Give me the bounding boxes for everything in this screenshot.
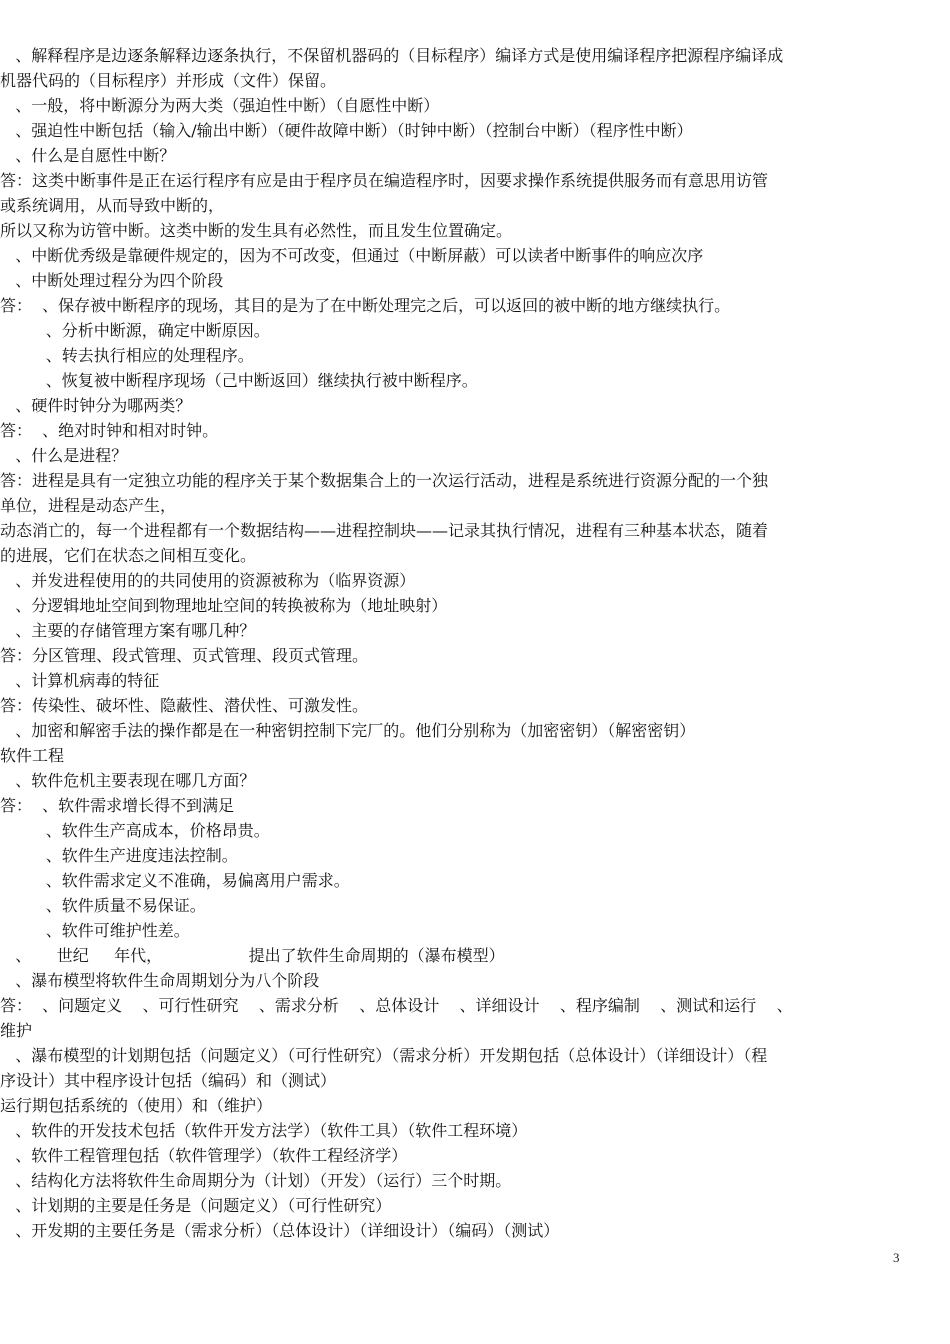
- text-line: 、解释程序是边逐条解释边逐条执行，不保留机器码的（目标程序）编译方式是使用编译程序把源程序编译成: [0, 46, 784, 65]
- text-line: 、主要的存储管理方案有哪几种？: [0, 621, 256, 640]
- text-line: 、软件生产高成本，价格昂贵。: [0, 821, 270, 840]
- text-line: 、分析中断源，确定中断原因。: [0, 321, 270, 340]
- text-line: 、 世纪 年代， 提出了软件生命周期的（瀑布模型）: [0, 946, 505, 965]
- text-line: 答：传染性、破坏性、隐蔽性、潜伏性、可激发性。: [0, 696, 369, 715]
- text-line: 序设计）其中程序设计包括（编码）和（测试）: [0, 1071, 337, 1090]
- text-line: 、软件质量不易保证。: [0, 896, 206, 915]
- text-line: 答： 、软件需求增长得不到满足: [0, 796, 235, 815]
- text-line: 、一般，将中断源分为两大类（强迫性中断）（自愿性中断）: [0, 96, 440, 115]
- text-line: 机器代码的（目标程序）并形成（文件）保留。: [0, 71, 337, 90]
- text-line: 动态消亡的，每一个进程都有一个数据结构——进程控制块——记录其执行情况，进程有三种基本状态，随着: [0, 521, 769, 540]
- text-line: 、分逻辑地址空间到物理地址空间的转换被称为（地址映射）: [0, 596, 448, 615]
- text-line: 答： 、保存被中断程序的现场，其目的是为了在中断处理完之后，可以返回的被中断的地方继续执行。: [0, 296, 731, 315]
- text-line: 运行期包括系统的（使用）和（维护）: [0, 1096, 273, 1115]
- text-line: 、强迫性中断包括（输入/输出中断）（硬件故障中断）（时钟中断）（控制台中断）（程序性中断）: [0, 121, 693, 140]
- text-line: 、瀑布模型将软件生命周期划分为八个阶段: [0, 971, 320, 990]
- page-number: 3: [893, 1250, 900, 1265]
- text-line: 的进展，它们在状态之间相互变化。: [0, 546, 257, 565]
- text-line: 、软件需求定义不准确，易偏离用户需求。: [0, 871, 350, 890]
- text-line: 、结构化方法将软件生命周期分为（计划）（开发）（运行）三个时期。: [0, 1171, 512, 1190]
- text-line: 单位，进程是动态产生，: [0, 496, 177, 515]
- text-line: 、加密和解密手法的操作都是在一种密钥控制下完厂的。他们分别称为（加密密钥）（解密密钥）: [0, 721, 696, 740]
- text-line: 、中断处理过程分为四个阶段: [0, 271, 224, 290]
- text-line: 、什么是自愿性中断？: [0, 146, 176, 165]
- text-line: 答：进程是具有一定独立功能的程序关于某个数据集合上的一次运行活动，进程是系统进行资源分配的一个独: [0, 471, 769, 490]
- text-line: 、开发期的主要任务是（需求分析）（总体设计）（详细设计）（编码）（测试）: [0, 1221, 560, 1240]
- text-line: 、转去执行相应的处理程序。: [0, 346, 254, 365]
- text-line: 、计算机病毒的特征: [0, 671, 160, 690]
- text-line: 、并发进程使用的的共同使用的资源被称为（临界资源）: [0, 571, 416, 590]
- text-line: 所以又称为访管中断。这类中断的发生具有必然性，而且发生位置确定。: [0, 221, 513, 240]
- text-line: 、软件可维护性差。: [0, 921, 190, 940]
- text-line: 、软件的开发技术包括（软件开发方法学）（软件工具）（软件工程环境）: [0, 1121, 528, 1140]
- text-line: 、恢复被中断程序现场（己中断返回）继续执行被中断程序。: [0, 371, 478, 390]
- text-line: 、瀑布模型的计划期包括（问题定义）（可行性研究）（需求分析）开发期包括（总体设计）（详细设计）（程: [0, 1046, 768, 1065]
- text-line: 、计划期的主要是任务是（问题定义）（可行性研究）: [0, 1196, 392, 1215]
- text-line: 维护: [0, 1021, 33, 1040]
- text-line: 、硬件时钟分为哪两类？: [0, 396, 192, 415]
- text-line: 答： 、问题定义 、可行性研究 、需求分析 、总体设计 、详细设计 、程序编制 、测试和运行 、: [0, 996, 793, 1015]
- section-heading: 软件工程: [0, 746, 65, 765]
- text-line: 、软件生产进度违法控制。: [0, 846, 238, 865]
- text-line: 答：分区管理、段式管理、页式管理、段页式管理。: [0, 646, 369, 665]
- text-line: 或系统调用，从而导致中断的，: [0, 196, 225, 215]
- text-line: 、中断优秀级是靠硬件规定的，因为不可改变，但通过（中断屏蔽）可以读者中断事件的响应次序: [0, 246, 704, 265]
- text-line: 答：这类中断事件是正在运行程序有应是由于程序员在编造程序时，因要求操作系统提供服务而有意思用访管: [0, 171, 769, 190]
- text-line: 、软件危机主要表现在哪几方面？: [0, 771, 256, 790]
- text-line: 、软件工程管理包括（软件管理学）（软件工程经济学）: [0, 1146, 408, 1165]
- text-line: 答： 、绝对时钟和相对时钟。: [0, 421, 219, 440]
- text-line: 、什么是进程？: [0, 446, 128, 465]
